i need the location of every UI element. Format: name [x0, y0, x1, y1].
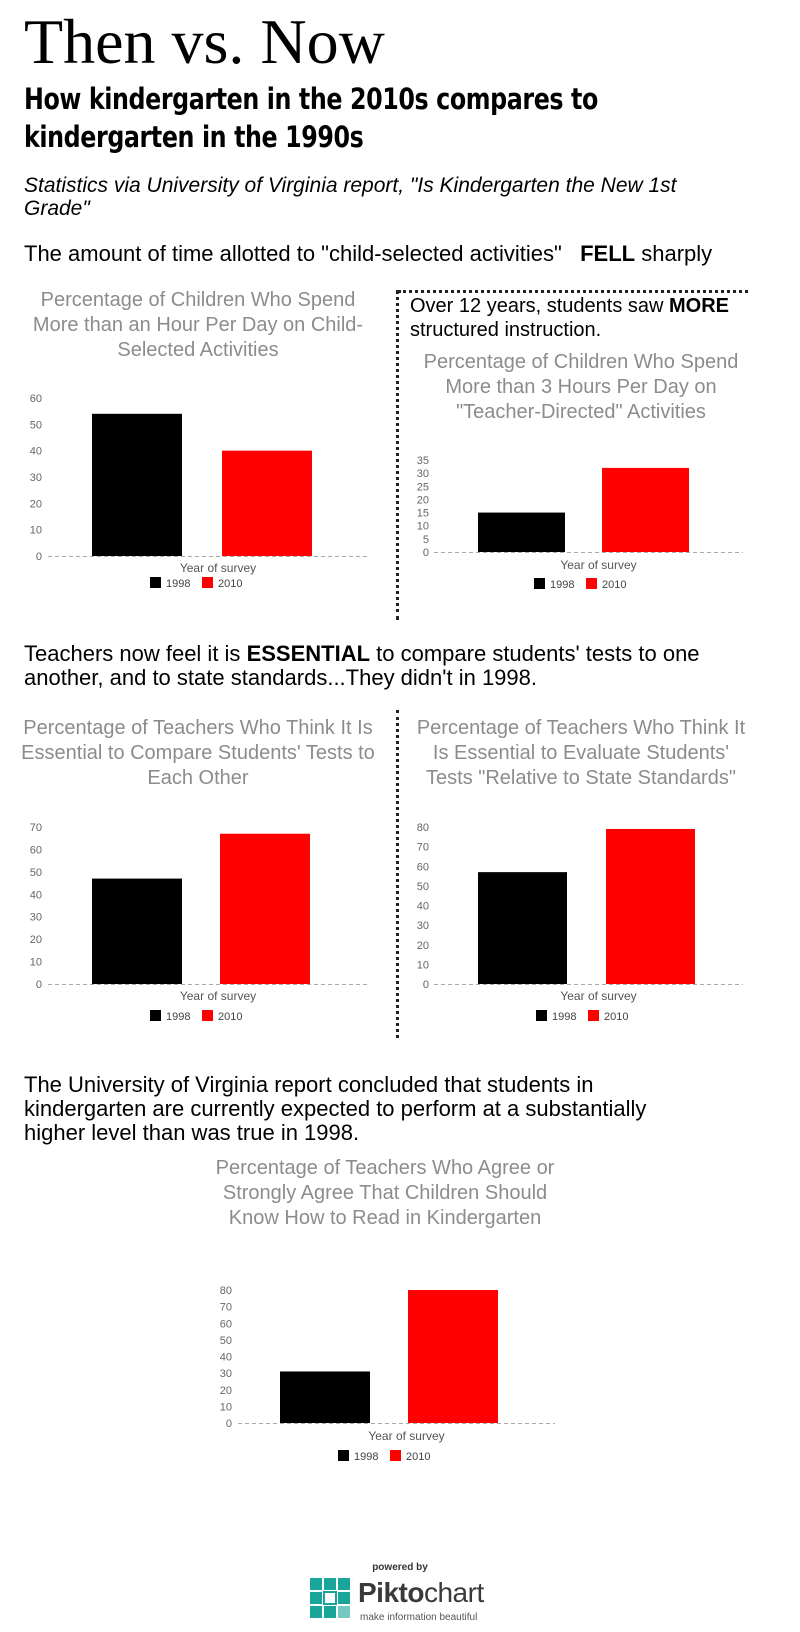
- y-tick-label: 70: [29, 822, 42, 834]
- page-subtitle: How kindergarten in the 2010s compares to kindergarten in the 1990s: [24, 82, 598, 154]
- section-1-heading: [24, 242, 784, 266]
- legend-label-2010: 2010: [602, 579, 627, 591]
- x-axis-label: Year of survey: [560, 558, 637, 572]
- chart-2: [398, 440, 800, 610]
- y-tick-label: 20: [416, 939, 429, 952]
- legend-swatch-2010: [586, 578, 597, 589]
- section-1-text-end: sharply: [641, 241, 713, 266]
- chart-1: [0, 380, 395, 620]
- y-tick-label: 20: [416, 494, 429, 507]
- y-tick-label: 30: [29, 911, 42, 924]
- note-text: Over 12 years, students saw: [410, 295, 664, 317]
- chart-2-title: Percentage of Children Who Spend More than 3 Hours Per Day on "Teacher-Directed" Activities: [423, 351, 739, 423]
- y-tick-label: 60: [416, 861, 429, 874]
- y-tick-label: 35: [416, 455, 429, 467]
- piktochart-brand: [358, 1577, 484, 1609]
- y-tick-label: 40: [219, 1351, 232, 1364]
- legend-swatch-2010: [202, 577, 213, 588]
- legend-label-1998: 1998: [552, 1011, 577, 1023]
- legend-swatch-1998: [150, 1010, 161, 1021]
- legend-swatch-1998: [534, 578, 545, 589]
- divider-horizontal: [398, 290, 748, 293]
- legend-label-1998: 1998: [354, 1451, 379, 1463]
- legend-label-2010: 2010: [406, 1451, 431, 1463]
- y-tick-label: 70: [219, 1301, 232, 1314]
- bar-2010: [220, 834, 310, 984]
- y-tick-label: 0: [225, 1418, 232, 1430]
- bar-1998: [478, 872, 567, 984]
- legend-label-2010: 2010: [218, 1011, 243, 1023]
- page-title: Then vs. Now: [24, 6, 385, 77]
- chart-3: [0, 810, 395, 1030]
- legend-label-1998: 1998: [166, 1011, 191, 1023]
- x-axis-label: Year of survey: [179, 561, 257, 575]
- y-tick-label: 80: [219, 1285, 232, 1297]
- legend-label-1998: 1998: [166, 578, 191, 590]
- chart-3-title: Percentage of Teachers Who Think It Is Essential to Compare Students' Tests to Each Other: [21, 717, 375, 789]
- y-tick-label: 20: [29, 934, 42, 947]
- bar-1998: [92, 879, 182, 984]
- y-tick-label: 0: [35, 979, 42, 991]
- y-tick-label: 30: [219, 1368, 232, 1381]
- legend-swatch-2010: [588, 1010, 599, 1021]
- y-tick-label: 15: [416, 507, 429, 520]
- bar-2010: [222, 451, 312, 556]
- y-tick-label: 10: [416, 959, 429, 972]
- legend-swatch-2010: [202, 1010, 213, 1021]
- y-tick-label: 60: [29, 393, 42, 405]
- y-tick-label: 60: [219, 1318, 232, 1331]
- legend-swatch-1998: [150, 577, 161, 588]
- y-tick-label: 10: [29, 524, 42, 537]
- y-tick-label: 20: [29, 498, 42, 511]
- y-tick-label: 80: [416, 822, 429, 834]
- y-tick-label: 50: [29, 419, 42, 432]
- y-tick-label: 0: [422, 547, 429, 559]
- y-tick-label: 40: [416, 900, 429, 913]
- y-tick-label: 0: [422, 979, 429, 991]
- note-emphasis: MORE: [669, 295, 730, 317]
- chart-4-title: Percentage of Teachers Who Think It Is Essential to Evaluate Students' Tests "Relative to State Standards": [416, 717, 746, 789]
- legend-swatch-1998: [536, 1010, 547, 1021]
- section-3-text: The University of Virginia report concluded that students in kindergarten are currently expected to perform at a substantially higher level than was true in 1998.: [24, 1072, 647, 1145]
- section-2-text-end: to compare students' tests to one another, and to state standards...They didn't in 1998.: [24, 641, 700, 690]
- legend-swatch-2010: [390, 1450, 401, 1461]
- section-2-text: Teachers now feel it is: [24, 641, 241, 666]
- piktochart-logo-icon: [310, 1578, 352, 1620]
- note-text-end: structured instruction.: [410, 319, 602, 341]
- powered-by-label: powered by: [372, 1562, 428, 1573]
- x-axis-label: Year of survey: [179, 989, 257, 1003]
- bar-2010: [606, 829, 695, 984]
- bar-1998: [280, 1371, 370, 1423]
- legend-label-2010: 2010: [604, 1011, 629, 1023]
- chart-4: [398, 810, 800, 1030]
- y-tick-label: 40: [29, 889, 42, 902]
- bar-1998: [92, 414, 182, 556]
- x-axis-label: Year of survey: [560, 989, 637, 1003]
- brand-part-1: Pikto: [358, 1577, 424, 1608]
- y-tick-label: 70: [416, 841, 429, 854]
- section-2-emphasis: ESSENTIAL: [246, 641, 371, 666]
- y-tick-label: 25: [416, 481, 429, 494]
- y-tick-label: 10: [416, 520, 429, 533]
- bar-1998: [478, 513, 565, 552]
- chart-5: [190, 1275, 590, 1475]
- source-note: Statistics via University of Virginia report, "Is Kindergarten the New 1st Grade": [24, 174, 677, 220]
- y-tick-label: 30: [416, 920, 429, 933]
- bar-2010: [602, 468, 689, 552]
- bar-2010: [408, 1290, 498, 1423]
- piktochart-tagline: make information beautiful: [360, 1612, 478, 1623]
- y-tick-label: 60: [29, 844, 42, 857]
- y-tick-label: 5: [422, 533, 429, 546]
- section-2-heading: [24, 642, 744, 690]
- y-tick-label: 0: [35, 551, 42, 563]
- structured-instruction-note: [410, 294, 760, 342]
- section-1-emphasis: FELL: [580, 241, 636, 266]
- y-tick-label: 10: [29, 956, 42, 969]
- y-tick-label: 50: [416, 880, 429, 893]
- y-tick-label: 20: [219, 1384, 232, 1397]
- x-axis-label: Year of survey: [368, 1429, 445, 1443]
- chart-5-title: Percentage of Teachers Who Agree or Strongly Agree That Children Should Know How to Read in Kindergarten: [215, 1157, 555, 1229]
- chart-1-title: Percentage of Children Who Spend More than an Hour Per Day on Child-Selected Activities: [32, 289, 364, 361]
- brand-part-2: chart: [423, 1577, 484, 1608]
- y-tick-label: 50: [219, 1334, 232, 1347]
- y-tick-label: 30: [29, 472, 42, 484]
- y-tick-label: 40: [29, 445, 42, 458]
- legend-label-1998: 1998: [550, 579, 575, 591]
- section-1-text: The amount of time allotted to "child-selected activities": [24, 241, 562, 266]
- legend-swatch-1998: [338, 1450, 349, 1461]
- y-tick-label: 50: [29, 866, 42, 879]
- y-tick-label: 30: [416, 468, 429, 481]
- legend-label-2010: 2010: [218, 578, 243, 590]
- y-tick-label: 10: [219, 1401, 232, 1414]
